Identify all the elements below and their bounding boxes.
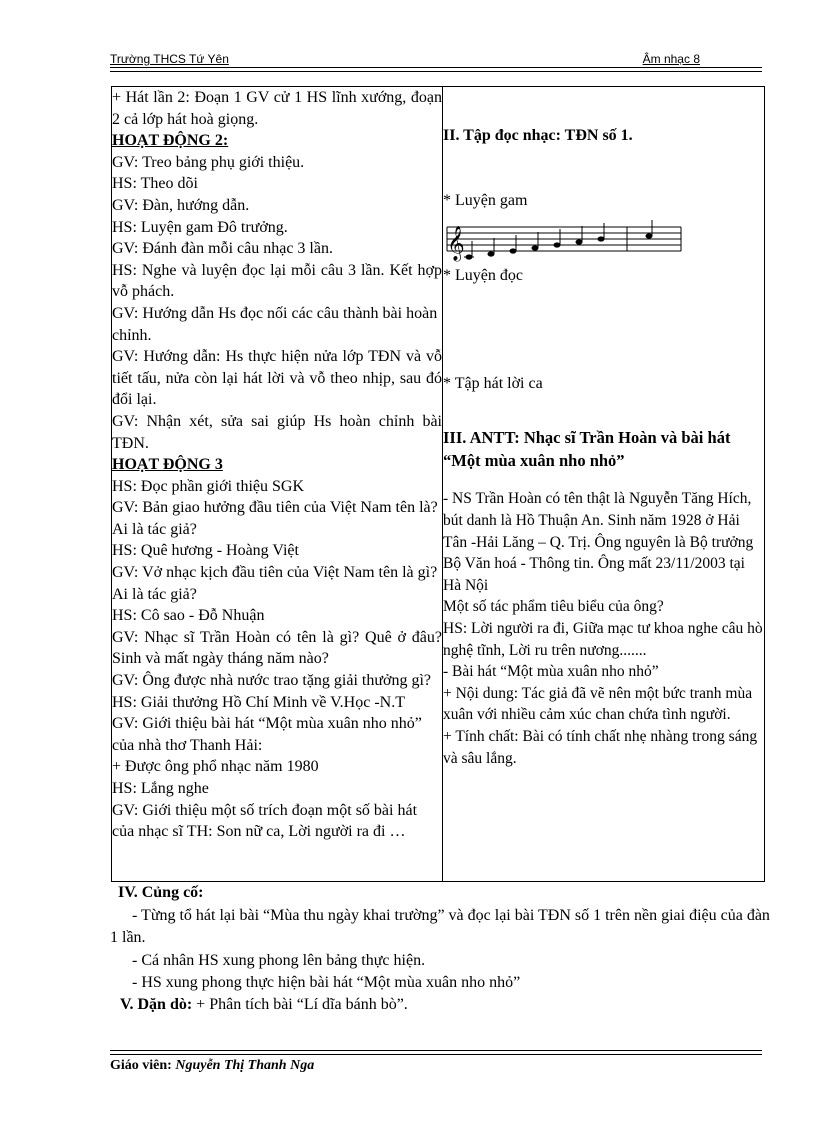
activity-line: HS: Theo dõi (112, 175, 198, 193)
section-3-paragraph: + Nội dung: Tác giả đã vẽ nên một bức tranh mùa xuân với nhiều cảm xúc chan chứa tình người. (443, 684, 753, 724)
section-3-paragraph: HS: Lời người ra đi, Giữa mạc tư khoa nghe câu hò nghệ tĩnh, Lời ru trên nương....... (443, 619, 763, 659)
header-rule (110, 67, 762, 68)
activity-line: HS: Lắng nghe (112, 780, 209, 797)
activity-line: GV: Vở nhạc kịch đầu tiên của Việt Nam tên là gì? Ai là tác giả? (112, 564, 438, 603)
teacher-name: Nguyễn Thị Thanh Nga (175, 1058, 315, 1073)
homework-label: V. Dặn dò: (120, 996, 193, 1013)
footer-rule (110, 1050, 762, 1051)
activity-line: GV: Nhận xét, sửa sai giúp Hs hoàn chỉnh bài TĐN. (112, 412, 442, 452)
activity-line: HS: Nghe và luyện đọc lại mỗi câu 3 lần. Kết hợp vỗ phách. (112, 261, 442, 301)
school-name: Trường THCS Tứ Yên (110, 52, 229, 66)
consolidation-item: - Từng tổ hát lại bài “Mùa thu ngày khai trường” và đọc lại bài TĐN số 1 trên nền giai điệu của đàn 1 lần. (110, 906, 770, 946)
tap-hat-label: * Tập hát lời ca (443, 374, 543, 392)
footer (110, 1058, 314, 1074)
header-rule-thin (110, 71, 762, 72)
activity-line: GV: Giới thiệu bài hát “Một mùa xuân nho nhỏ” của nhà thơ Thanh Hải: (112, 715, 422, 754)
activity-list (112, 87, 442, 843)
activity-heading: HOẠT ĐỘNG 3 (112, 456, 223, 474)
activity-line: GV: Đánh đàn mỗi câu nhạc 3 lần. (112, 240, 333, 258)
homework-section (120, 996, 408, 1014)
activity-line: HS: Giải thưởng Hồ Chí Minh về V.Học -N.T (112, 693, 405, 711)
activity-line: GV: Hướng dẫn: Hs thực hiện nửa lớp TĐN và vỗ tiết tấu, nửa còn lại hát lời và vỗ theo nhịp, sau đó đổi lại. (112, 348, 442, 409)
page-header (110, 52, 762, 68)
section-3-title: III. ANTT: Nhạc sĩ Trần Hoàn và bài hát “Một mùa xuân nho nhỏ” (443, 428, 731, 471)
lesson-table (111, 86, 765, 882)
section-3-paragraph: - NS Trần Hoàn có tên thật là Nguyễn Tăng Hích, bút danh là Hồ Thuận An. Sinh năm 1928 ở Hải Tân -Hải Lăng – Q. Trị. Ông nguyên là Bộ trưởng Bộ Văn hoá - Thông tin. Ông mất 23/11/2003 tại Hà Nội (443, 490, 754, 594)
activity-heading: HOẠT ĐỘNG 2: (112, 132, 229, 150)
activities-column (112, 87, 443, 882)
consolidation-item: - Cá nhân HS xung phong lên bảng thực hiện. (132, 951, 426, 969)
consolidation-section (110, 882, 780, 995)
activity-line: HS: Luyện gam Đô trưởng. (112, 218, 288, 236)
subject-name: Âm nhạc 8 (642, 52, 700, 66)
activity-line: HS: Đọc phần giới thiệu SGK (112, 477, 305, 495)
activity-line: GV: Hướng dẫn Hs đọc nối các câu thành bài hoàn chỉnh. (112, 304, 438, 344)
treble-clef-icon: 𝄞 (447, 226, 465, 262)
footer-rule-second (110, 1054, 762, 1055)
luyen-gam-label: * Luyện gam (443, 191, 528, 209)
homework-text: + Phân tích bài “Lí dĩa bánh bò”. (192, 996, 408, 1013)
activity-line: GV: Đàn, hướng dẫn. (112, 196, 250, 214)
activity-line: + Hát lần 2: Đoạn 1 GV cử 1 HS lĩnh xướng, đoạn 2 cả lớp hát hoà giọng. (112, 89, 442, 128)
luyen-doc-label: * Luyện đọc (443, 267, 523, 285)
consolidation-list (110, 905, 780, 995)
consolidation-item: - HS xung phong thực hiện bài hát “Một mùa xuân nho nhỏ” (132, 974, 521, 991)
teacher-label: Giáo viên: (110, 1058, 172, 1073)
consolidation-title: IV. Củng cố: (118, 884, 204, 901)
activity-line: GV: Nhạc sĩ Trần Hoàn có tên là gì? Quê ở đâu? Sinh và mất ngày tháng năm nào? (112, 628, 442, 668)
activity-line: HS: Cô sao - Đỗ Nhuận (112, 607, 265, 625)
activity-line: HS: Quê hương - Hoàng Việt (112, 542, 299, 560)
activity-line: GV: Giới thiệu một số trích đoạn một số bài hát của nhạc sĩ TH: Son nữ ca, Lời người ra đi … (112, 801, 418, 841)
section-3-paragraph: Một số tác phẩm tiêu biểu của ông? (443, 598, 664, 616)
content-column (443, 87, 765, 882)
music-staff (443, 213, 683, 265)
activity-line: + Được ông phổ nhạc năm 1980 (112, 758, 319, 776)
section-3-paragraph: - Bài hát “Một mùa xuân nho nhỏ” (443, 663, 659, 681)
section-3-paragraph: + Tính chất: Bài có tính chất nhẹ nhàng trong sáng và sâu lắng. (443, 727, 758, 767)
section-3-body (443, 488, 764, 769)
activity-line: GV: Ông được nhà nước trao tặng giải thưởng gì? (112, 672, 432, 690)
activity-line: GV: Treo bảng phụ giới thiệu. (112, 153, 305, 171)
section-2-title: II. Tập đọc nhạc: TĐN số 1. (443, 127, 633, 144)
activity-line: GV: Bản giao hưởng đầu tiên của Việt Nam tên là? Ai là tác giả? (112, 499, 438, 538)
